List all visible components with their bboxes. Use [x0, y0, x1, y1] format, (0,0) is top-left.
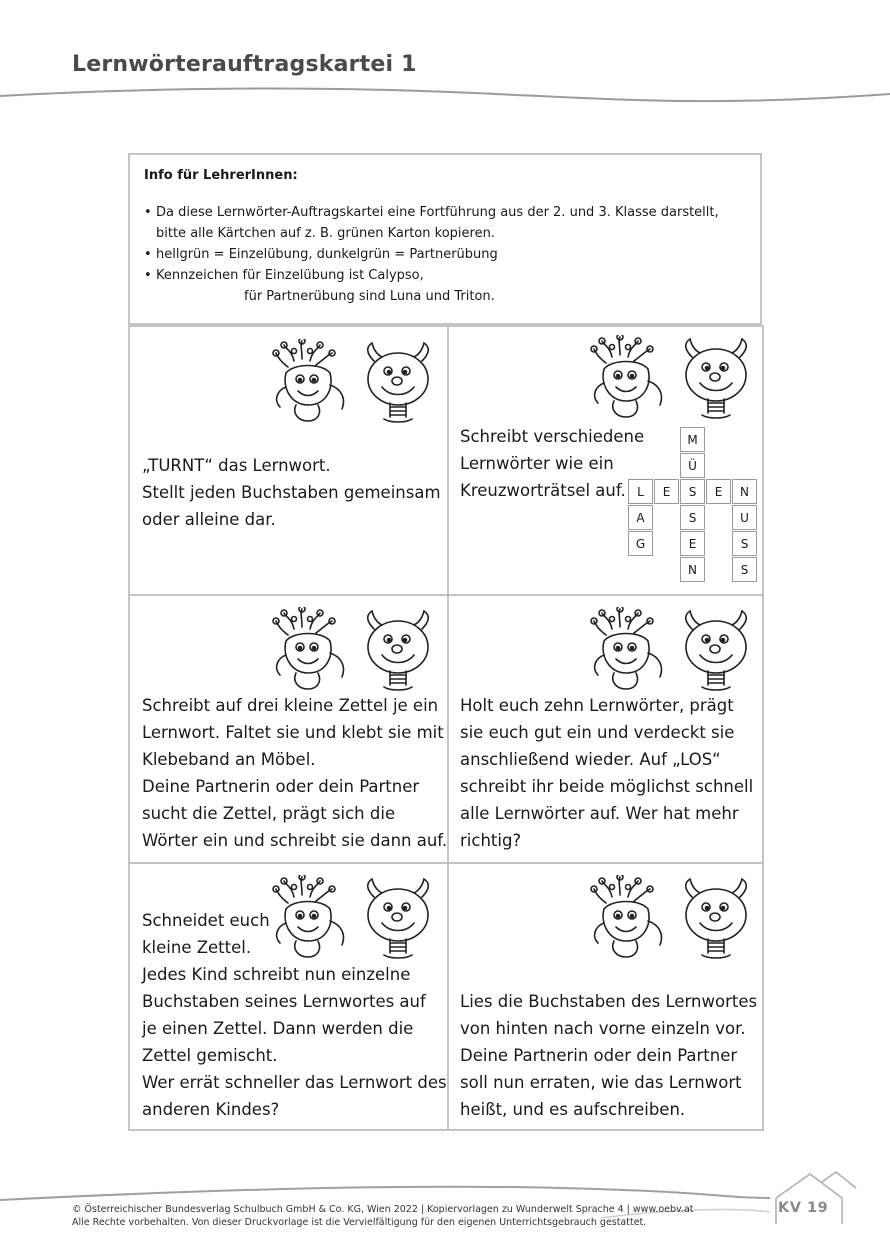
- info-bullet-line: bitte alle Kärtchen auf z. B. grünen Karton kopieren.: [156, 226, 495, 241]
- mascot-pair-icon: [590, 875, 760, 961]
- info-bullet-line: • Da diese Lernwörter-Auftragskartei eine Fortführung aus der 2. und 3. Klasse darstellt,: [156, 205, 719, 220]
- crossword-cell: U: [732, 505, 757, 530]
- crossword-cell: Ü: [680, 453, 705, 478]
- crossword-cell: A: [628, 505, 653, 530]
- card-instruction: Schreibt verschiedene Lernwörter wie ein Kreuzworträtsel auf.: [460, 427, 645, 500]
- crossword-cell: E: [654, 479, 679, 504]
- copyright-footer: [72, 1203, 694, 1229]
- info-bullet-line: • hellgrün = Einzelübung, dunkelgrün = Partnerübung: [156, 247, 498, 262]
- crossword-cell: S: [732, 557, 757, 582]
- exercise-card-crossword: [448, 327, 764, 595]
- footer-line: Alle Rechte vorbehalten. Von dieser Druckvorlage ist die Vervielfältigung für den eigenen Unterrichtsgebrauch gestattet.: [72, 1217, 647, 1228]
- info-heading: Info für LehrerInnen:: [144, 168, 298, 183]
- crossword-cell: S: [732, 531, 757, 556]
- crossword-cell: E: [706, 479, 731, 504]
- exercise-card-backwards: [448, 863, 764, 1131]
- info-bullet-line: • Kennzeichen für Einzelübung ist Calypso,: [156, 268, 424, 283]
- info-bullet: [144, 202, 746, 244]
- exercise-card-turnt: [130, 327, 446, 595]
- card-instruction: Schreibt auf drei kleine Zettel je ein Lernwort. Faltet sie und klebt sie mit Klebeband an Möbel. Deine Partnerin oder dein Partner sucht die Zettel, prägt sich die Wörter ein und schreibt sie dann auf.: [142, 696, 448, 850]
- mascot-pair-icon: [590, 335, 760, 421]
- info-bullet: [144, 265, 746, 307]
- footer-line: © Österreichischer Bundesverlag Schulbuch GmbH & Co. KG, Wien 2022 | Kopiervorlagen zu Wunderwelt Sprache 4 | www.oebv.at: [72, 1204, 694, 1215]
- card-instruction: Schneidet euch kleine Zettel. Jedes Kind schreibt nun einzelne Buchstaben seines Lernwortes auf je einen Zettel. Dann werden die Zettel gemischt. Wer errät schneller das Lernwort des anderen Kindes?: [142, 911, 447, 1119]
- card-instruction: Holt euch zehn Lernwörter, prägt sie euch gut ein und verdeckt sie anschließend wieder. Auf „LOS“ schreibt ihr beide möglichst schnell alle Lernwörter auf. Wer hat mehr richtig?: [460, 696, 754, 850]
- info-bullet-line: für Partnerübung sind Luna und Triton.: [244, 289, 495, 304]
- crossword-cell: N: [732, 479, 757, 504]
- mascot-pair-icon: [272, 339, 442, 425]
- card-instruction: Lies die Buchstaben des Lernwortes von hinten nach vorne einzeln vor. Deine Partnerin oder dein Partner soll nun erraten, wie das Lernwort heißt, und es aufschreiben.: [460, 992, 758, 1119]
- exercise-card-grid: [128, 325, 764, 1131]
- exercise-card-memory: [448, 595, 764, 863]
- crossword-cell: M: [680, 427, 705, 452]
- info-list: [144, 202, 746, 307]
- crossword-example: [628, 427, 760, 587]
- crossword-cell: L: [628, 479, 653, 504]
- crossword-cell: S: [680, 505, 705, 530]
- teacher-info-box: [128, 153, 762, 325]
- mascot-pair-icon: [272, 607, 442, 693]
- mascot-pair-icon: [590, 607, 760, 693]
- page-code-badge: KV 19: [778, 1200, 829, 1216]
- crossword-cell: S: [680, 479, 705, 504]
- crossword-cell: E: [680, 531, 705, 556]
- page-title: Lernwörterauftragskartei 1: [72, 52, 417, 77]
- exercise-card-notes: [130, 595, 446, 863]
- info-bullet: [144, 244, 746, 265]
- house-outline-icon: [770, 1168, 860, 1228]
- card-instruction: „TURNT“ das Lernwort. Stellt jeden Buchstaben gemeinsam oder alleine dar.: [142, 456, 441, 529]
- header-wave-divider: [0, 82, 890, 122]
- crossword-cell: N: [680, 557, 705, 582]
- crossword-cell: G: [628, 531, 653, 556]
- exercise-card-letters: [130, 863, 446, 1131]
